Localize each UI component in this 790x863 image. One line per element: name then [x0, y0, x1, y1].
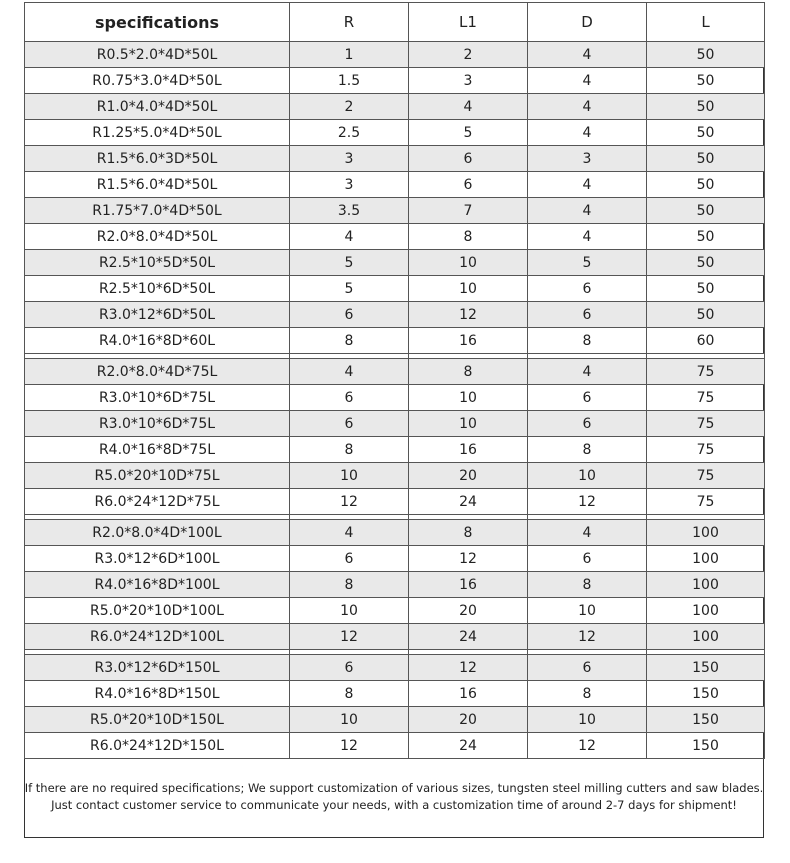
cell-l: 75 — [647, 385, 765, 411]
cell-l1: 8 — [409, 359, 528, 385]
cell-d: 6 — [528, 546, 647, 572]
cell-r: 10 — [290, 463, 409, 489]
cell-spec: R4.0*16*8D*60L — [25, 328, 290, 354]
cell-r: 4 — [290, 359, 409, 385]
table-row — [25, 146, 765, 172]
cell-r: 8 — [290, 572, 409, 598]
cell-d: 6 — [528, 276, 647, 302]
cell-l1: 10 — [409, 411, 528, 437]
cell-l: 50 — [647, 198, 765, 224]
cell-r: 1 — [290, 42, 409, 68]
cell-l: 50 — [647, 94, 765, 120]
table-row — [25, 463, 765, 489]
cell-spec: R1.0*4.0*4D*50L — [25, 94, 290, 120]
table-row — [25, 411, 765, 437]
cell-d: 5 — [528, 250, 647, 276]
cell-r: 12 — [290, 733, 409, 759]
cell-spec: R2.5*10*6D*50L — [25, 276, 290, 302]
cell-d: 6 — [528, 655, 647, 681]
cell-spec: R3.0*12*6D*150L — [25, 655, 290, 681]
cell-l: 50 — [647, 42, 765, 68]
cell-spec: R4.0*16*8D*100L — [25, 572, 290, 598]
cell-spec: R2.5*10*5D*50L — [25, 250, 290, 276]
table-body — [25, 42, 765, 759]
cell-spec: R3.0*12*6D*100L — [25, 546, 290, 572]
cell-d: 4 — [528, 172, 647, 198]
cell-l: 75 — [647, 489, 765, 515]
table-row — [25, 489, 765, 515]
cell-d: 4 — [528, 94, 647, 120]
cell-d: 4 — [528, 224, 647, 250]
cell-l1: 6 — [409, 146, 528, 172]
cell-d: 4 — [528, 198, 647, 224]
cell-d: 10 — [528, 463, 647, 489]
table-row — [25, 120, 765, 146]
cell-l: 100 — [647, 520, 765, 546]
cell-l: 50 — [647, 146, 765, 172]
cell-d: 3 — [528, 146, 647, 172]
table-row — [25, 598, 765, 624]
cell-r: 12 — [290, 489, 409, 515]
cell-r: 6 — [290, 411, 409, 437]
table-row — [25, 437, 765, 463]
cell-l1: 20 — [409, 707, 528, 733]
cell-d: 4 — [528, 359, 647, 385]
cell-l1: 7 — [409, 198, 528, 224]
cell-l1: 16 — [409, 437, 528, 463]
cell-r: 8 — [290, 328, 409, 354]
cell-spec: R0.5*2.0*4D*50L — [25, 42, 290, 68]
cell-spec: R2.0*8.0*4D*100L — [25, 520, 290, 546]
cell-l: 150 — [647, 733, 765, 759]
cell-spec: R5.0*20*10D*100L — [25, 598, 290, 624]
cell-l: 100 — [647, 624, 765, 650]
cell-r: 4 — [290, 224, 409, 250]
cell-d: 8 — [528, 328, 647, 354]
cell-l1: 16 — [409, 328, 528, 354]
table-row — [25, 572, 765, 598]
cell-d: 6 — [528, 302, 647, 328]
cell-l1: 3 — [409, 68, 528, 94]
cell-l1: 24 — [409, 489, 528, 515]
cell-l1: 20 — [409, 463, 528, 489]
note-line-1: If there are no required specifications; We support customization of various sizes, tungsten steel milling cutters and saw blades. — [24, 781, 764, 795]
cell-d: 4 — [528, 120, 647, 146]
cell-l1: 12 — [409, 655, 528, 681]
cell-r: 8 — [290, 681, 409, 707]
cell-l: 50 — [647, 276, 765, 302]
note-line-2: Just contact customer service to communicate your needs, with a customization time of around 2-7 days for shipment! — [51, 798, 737, 812]
table-row — [25, 655, 765, 681]
cell-d: 4 — [528, 68, 647, 94]
header-l: L — [647, 3, 765, 42]
cell-r: 5 — [290, 250, 409, 276]
table-row — [25, 42, 765, 68]
cell-spec: R1.5*6.0*4D*50L — [25, 172, 290, 198]
cell-spec: R3.0*10*6D*75L — [25, 385, 290, 411]
table-row — [25, 359, 765, 385]
cell-r: 3 — [290, 146, 409, 172]
cell-r: 1.5 — [290, 68, 409, 94]
cell-l1: 20 — [409, 598, 528, 624]
table-row — [25, 302, 765, 328]
cell-spec: R1.25*5.0*4D*50L — [25, 120, 290, 146]
cell-l: 50 — [647, 302, 765, 328]
cell-d: 4 — [528, 520, 647, 546]
cell-spec: R2.0*8.0*4D*75L — [25, 359, 290, 385]
header-r: R — [290, 3, 409, 42]
cell-l1: 16 — [409, 681, 528, 707]
cell-l: 150 — [647, 655, 765, 681]
cell-l: 100 — [647, 572, 765, 598]
table-row — [25, 624, 765, 650]
cell-r: 4 — [290, 520, 409, 546]
table-row — [25, 385, 765, 411]
cell-r: 12 — [290, 624, 409, 650]
cell-d: 8 — [528, 681, 647, 707]
cell-r: 6 — [290, 546, 409, 572]
cell-r: 3.5 — [290, 198, 409, 224]
table-row — [25, 224, 765, 250]
cell-l1: 4 — [409, 94, 528, 120]
cell-r: 10 — [290, 598, 409, 624]
cell-l1: 5 — [409, 120, 528, 146]
table-row — [25, 520, 765, 546]
cell-spec: R6.0*24*12D*150L — [25, 733, 290, 759]
cell-r: 6 — [290, 655, 409, 681]
cell-l: 50 — [647, 224, 765, 250]
cell-d: 4 — [528, 42, 647, 68]
table-row — [25, 707, 765, 733]
cell-l: 150 — [647, 707, 765, 733]
cell-l: 100 — [647, 546, 765, 572]
cell-spec: R0.75*3.0*4D*50L — [25, 68, 290, 94]
table-row — [25, 681, 765, 707]
header-specifications: specifications — [25, 3, 290, 42]
cell-spec: R3.0*10*6D*75L — [25, 411, 290, 437]
cell-d: 8 — [528, 437, 647, 463]
table-row — [25, 328, 765, 354]
cell-spec: R6.0*24*12D*75L — [25, 489, 290, 515]
cell-spec: R1.5*6.0*3D*50L — [25, 146, 290, 172]
cell-r: 2.5 — [290, 120, 409, 146]
table-row — [25, 276, 765, 302]
cell-spec: R6.0*24*12D*100L — [25, 624, 290, 650]
cell-l1: 10 — [409, 276, 528, 302]
cell-l: 50 — [647, 250, 765, 276]
cell-spec: R3.0*12*6D*50L — [25, 302, 290, 328]
cell-d: 12 — [528, 624, 647, 650]
cell-l1: 8 — [409, 520, 528, 546]
cell-l1: 24 — [409, 624, 528, 650]
cell-l: 60 — [647, 328, 765, 354]
table-row — [25, 198, 765, 224]
table-row — [25, 68, 765, 94]
cell-l: 75 — [647, 437, 765, 463]
cell-spec: R5.0*20*10D*75L — [25, 463, 290, 489]
table-row — [25, 250, 765, 276]
cell-r: 5 — [290, 276, 409, 302]
cell-r: 6 — [290, 302, 409, 328]
cell-l: 50 — [647, 172, 765, 198]
header-l1: L1 — [409, 3, 528, 42]
cell-r: 6 — [290, 385, 409, 411]
cell-r: 10 — [290, 707, 409, 733]
cell-spec: R4.0*16*8D*75L — [25, 437, 290, 463]
cell-d: 12 — [528, 733, 647, 759]
cell-l1: 12 — [409, 302, 528, 328]
cell-l1: 12 — [409, 546, 528, 572]
cell-l1: 10 — [409, 250, 528, 276]
specifications-table — [24, 2, 765, 759]
cell-r: 3 — [290, 172, 409, 198]
cell-d: 12 — [528, 489, 647, 515]
cell-r: 8 — [290, 437, 409, 463]
header-row — [25, 3, 765, 42]
cell-spec: R5.0*20*10D*150L — [25, 707, 290, 733]
cell-l1: 24 — [409, 733, 528, 759]
header-d: D — [528, 3, 647, 42]
cell-d: 8 — [528, 572, 647, 598]
cell-d: 6 — [528, 411, 647, 437]
cell-d: 10 — [528, 707, 647, 733]
cell-d: 6 — [528, 385, 647, 411]
cell-spec: R4.0*16*8D*150L — [25, 681, 290, 707]
cell-l: 150 — [647, 681, 765, 707]
cell-spec: R1.75*7.0*4D*50L — [25, 198, 290, 224]
table-row — [25, 733, 765, 759]
cell-spec: R2.0*8.0*4D*50L — [25, 224, 290, 250]
table-row — [25, 172, 765, 198]
cell-l: 50 — [647, 68, 765, 94]
cell-l: 75 — [647, 359, 765, 385]
customization-note — [24, 780, 764, 814]
cell-l: 75 — [647, 411, 765, 437]
cell-l: 100 — [647, 598, 765, 624]
cell-l1: 2 — [409, 42, 528, 68]
cell-l: 75 — [647, 463, 765, 489]
cell-r: 2 — [290, 94, 409, 120]
cell-d: 10 — [528, 598, 647, 624]
table-row — [25, 546, 765, 572]
table-row — [25, 94, 765, 120]
cell-l1: 10 — [409, 385, 528, 411]
cell-l: 50 — [647, 120, 765, 146]
cell-l1: 16 — [409, 572, 528, 598]
cell-l1: 8 — [409, 224, 528, 250]
cell-l1: 6 — [409, 172, 528, 198]
